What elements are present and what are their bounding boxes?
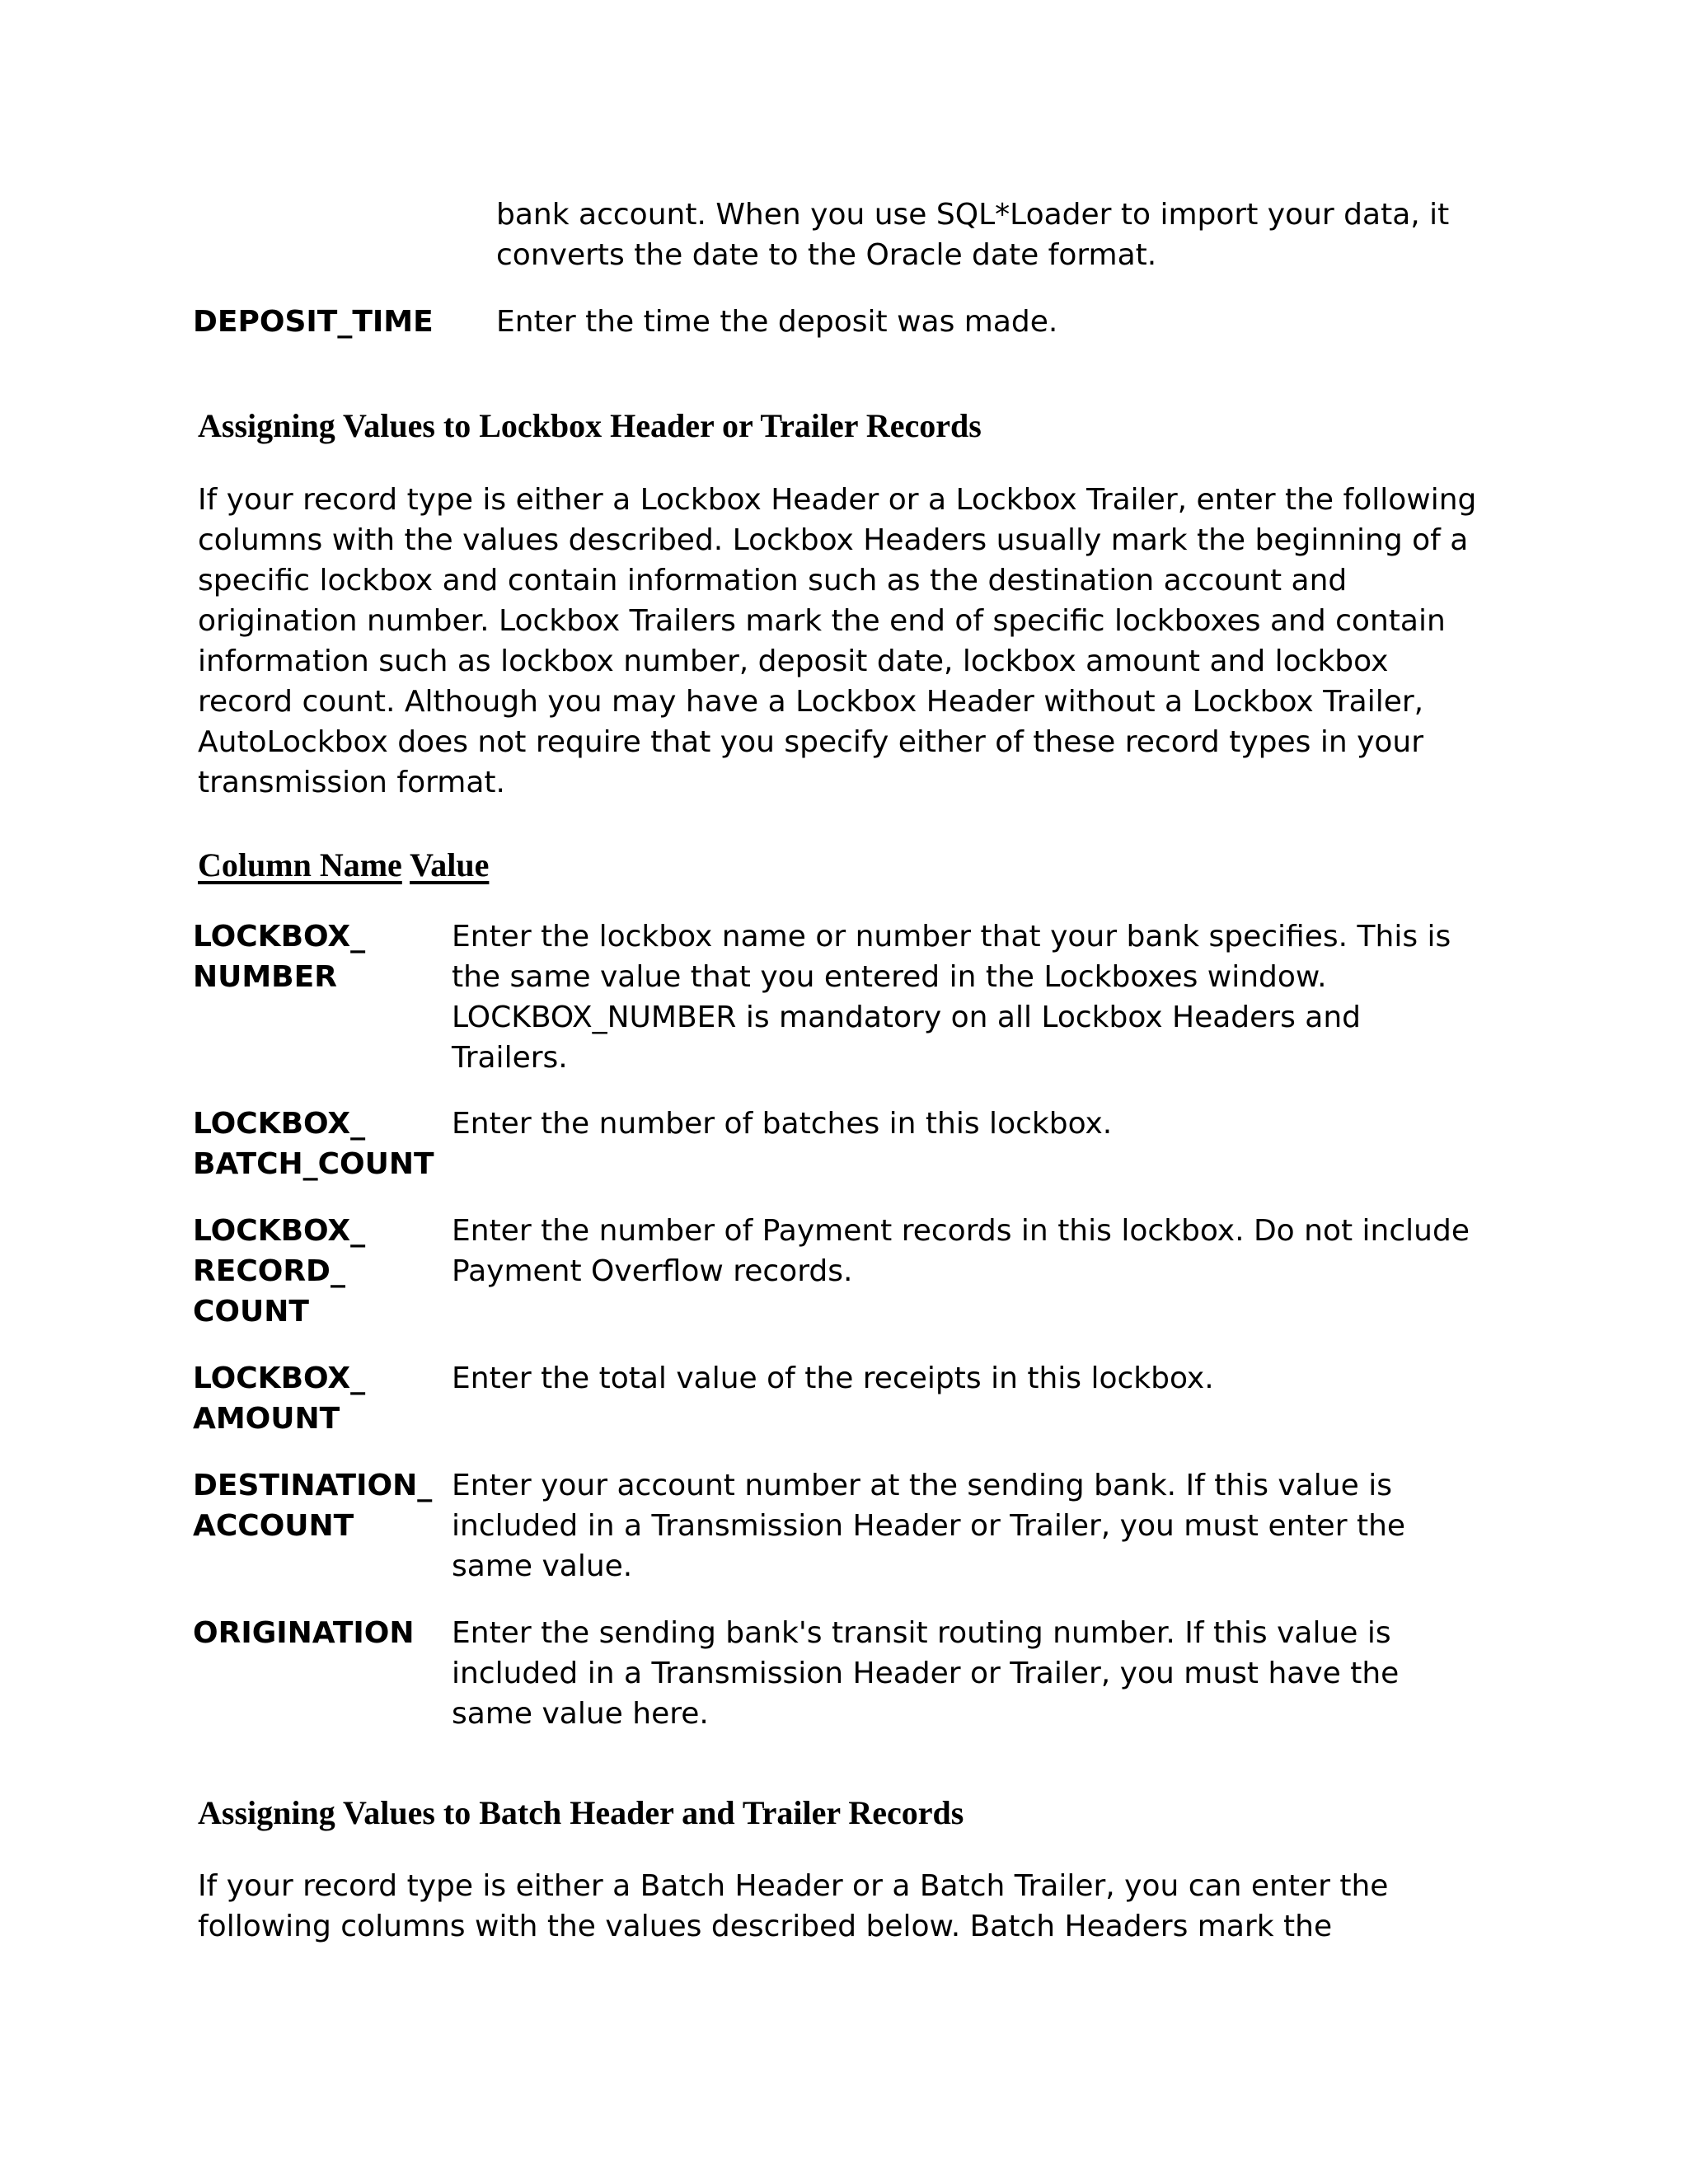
paragraph-line: information such as lockbox number, deposit date, lockbox amount and lockbox [198, 644, 1389, 678]
value-header: Value [410, 846, 490, 883]
column-name-header: Column Name [198, 846, 402, 883]
description-line: Payment Overflow records. [452, 1254, 853, 1288]
paragraph-line: origination number. Lockbox Trailers mark the end of specific lockboxes and contain [198, 604, 1446, 638]
paragraph-line: record count. Although you may have a Lockbox Header without a Lockbox Trailer, [198, 685, 1424, 719]
description-line: Enter the total value of the receipts in this lockbox. [452, 1361, 1214, 1395]
column-description [452, 1358, 1214, 1399]
paragraph-line: transmission format. [198, 766, 505, 799]
description-line: Enter the sending bank's transit routing number. If this value is [452, 1616, 1391, 1650]
column-description [452, 916, 1451, 1078]
description-line: Enter the number of Payment records in this lockbox. Do not include [452, 1214, 1470, 1248]
column-name: LOCKBOX_ NUMBER [193, 920, 366, 994]
paragraph-line: If your record type is either a Lockbox Header or a Lockbox Trailer, enter the following [198, 483, 1477, 517]
description-line: included in a Transmission Header or Trailer, you must enter the [452, 1509, 1406, 1543]
lockbox-intro-paragraph [198, 480, 1533, 803]
description-line: included in a Transmission Header or Trailer, you must have the [452, 1657, 1400, 1690]
description-line: Enter your account number at the sending bank. If this value is [452, 1469, 1392, 1502]
paragraph-line: If your record type is either a Batch Header or a Batch Trailer, you can enter the [198, 1869, 1389, 1903]
column-name: LOCKBOX_ AMOUNT [193, 1361, 366, 1436]
column-description [452, 1211, 1470, 1291]
column-description [452, 1465, 1405, 1586]
column-name: DEPOSIT_TIME [193, 305, 434, 339]
column-name: DESTINATION_ ACCOUNT [193, 1469, 433, 1543]
continuation-text [496, 194, 1568, 275]
column-name: LOCKBOX_ BATCH_COUNT [193, 1107, 434, 1181]
batch-intro-paragraph [198, 1866, 1533, 1947]
section-heading-batch: Assigning Values to Batch Header and Trailer Records [198, 1794, 964, 1831]
column-table-header [198, 845, 489, 886]
paragraph-line: specific lockbox and contain information such as the destination account and [198, 564, 1348, 598]
column-name: ORIGINATION [193, 1616, 415, 1650]
paragraph-line: AutoLockbox does not require that you specify either of these record types in your [198, 725, 1424, 759]
paragraph-line: columns with the values described. Lockbox Headers usually mark the beginning of a [198, 523, 1469, 557]
description-line: Enter the number of batches in this lockbox. [452, 1107, 1113, 1141]
description-line: LOCKBOX_NUMBER is mandatory on all Lockbox Headers and [452, 1001, 1362, 1034]
column-description [452, 1104, 1112, 1144]
description-line: the same value that you entered in the Lockboxes window. [452, 960, 1327, 994]
paragraph-line: following columns with the values described below. Batch Headers mark the [198, 1910, 1333, 1943]
column-description: Enter the time the deposit was made. [496, 305, 1058, 339]
description-line: same value. [452, 1549, 633, 1583]
continuation-line: converts the date to the Oracle date format. [496, 238, 1157, 272]
description-line: Enter the lockbox name or number that your bank specifies. This is [452, 920, 1451, 954]
description-line: same value here. [452, 1697, 709, 1731]
description-line: Trailers. [452, 1041, 568, 1075]
column-description [452, 1613, 1399, 1734]
continuation-line: bank account. When you use SQL*Loader to import your data, it [496, 198, 1450, 232]
section-heading-lockbox: Assigning Values to Lockbox Header or Trailer Records [198, 407, 982, 444]
column-name: LOCKBOX_ RECORD_ COUNT [193, 1214, 366, 1329]
